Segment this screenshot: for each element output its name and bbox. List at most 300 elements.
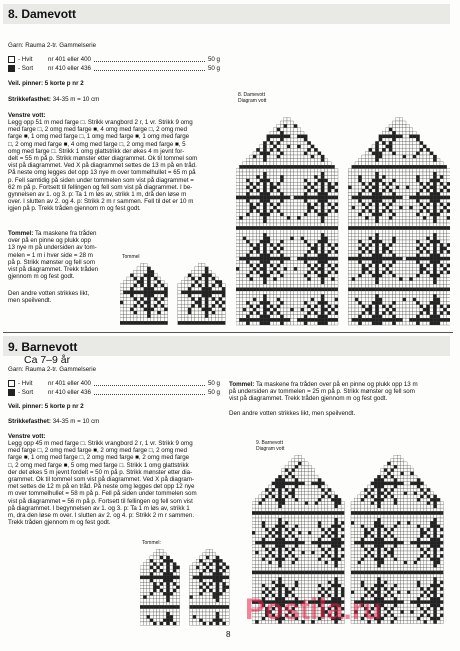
chart-cell (355, 237, 358, 240)
chart-cell (277, 294, 280, 297)
chart-cell (277, 250, 280, 253)
chart-cell (318, 182, 321, 185)
chart-cell (262, 535, 265, 538)
chart-cell (278, 581, 281, 584)
chart-cell (144, 280, 147, 283)
chart-cell (188, 297, 191, 300)
chart-cell (295, 505, 298, 508)
chart-cell (290, 237, 293, 240)
chart-cell (396, 322, 399, 325)
chart-cell (328, 230, 331, 233)
chart-cell (301, 189, 304, 192)
chart-cell (413, 254, 416, 257)
chart-cell (328, 277, 331, 280)
chart-cell (416, 141, 419, 144)
chart-cell (375, 186, 378, 189)
chart-cell (413, 148, 416, 151)
chart-cell (294, 209, 297, 212)
chart-cell (267, 169, 270, 172)
chart-cell (284, 267, 287, 270)
chart-cell (396, 138, 399, 141)
chart-cell (358, 257, 361, 260)
chart-cell (215, 294, 218, 297)
chart-cell (272, 581, 275, 584)
chart-cell (328, 305, 331, 308)
chart-cell (352, 305, 355, 308)
chart-cell (430, 206, 433, 209)
chart-cell (321, 186, 324, 189)
chart-cell (430, 260, 433, 263)
chart-cell (311, 311, 314, 314)
section-9-andre-text: Den andre votten strikkes likt, men speilvendt. (229, 410, 356, 417)
chart-cell (331, 541, 334, 544)
chart-cell (181, 314, 184, 317)
chart-cell (396, 213, 399, 216)
chart-cell (282, 485, 285, 488)
chart-cell (284, 138, 287, 141)
chart-cell (392, 141, 395, 144)
chart-cell (315, 502, 318, 505)
chart-cell (409, 260, 412, 263)
chart-cell (375, 179, 378, 182)
chart-cell (267, 223, 270, 226)
chart-cell (290, 308, 293, 311)
chart-cell (396, 196, 399, 199)
chart-cell (355, 250, 358, 253)
chart-cell (294, 138, 297, 141)
chart-cell (341, 587, 344, 590)
chart-cell (305, 511, 308, 514)
chart-cell (391, 482, 394, 485)
chart-cell (307, 155, 310, 158)
chart-cell (185, 277, 188, 280)
chart-cell (305, 488, 308, 491)
chart-cell (443, 169, 446, 172)
chart-cell (420, 220, 423, 223)
chart-cell (331, 189, 334, 192)
chart-cell (246, 203, 249, 206)
chart-cell (262, 525, 265, 528)
chart-cell (305, 462, 308, 465)
chart-cell (161, 308, 164, 311)
chart-cell (386, 308, 389, 311)
chart-cell (328, 318, 331, 321)
chart-cell (386, 182, 389, 185)
chart-cell (311, 213, 314, 216)
chart-cell (389, 308, 392, 311)
chart-cell (270, 288, 273, 291)
chart-cell (277, 254, 280, 257)
chart-cell (315, 531, 318, 534)
chart-cell (369, 230, 372, 233)
chart-cell (301, 152, 304, 155)
chart-cell (416, 175, 419, 178)
chart-cell (362, 284, 365, 287)
chart-cell (265, 568, 268, 571)
chart-cell (314, 315, 317, 318)
chart-cell (328, 226, 331, 229)
chart-cell (375, 254, 378, 257)
chart-cell (321, 199, 324, 202)
chart-cell (423, 192, 426, 195)
chart-cell (243, 179, 246, 182)
chart-cell (130, 311, 133, 314)
chart-cell (288, 584, 291, 587)
chart-cell (308, 475, 311, 478)
chart-cell (394, 472, 397, 475)
chart-cell (305, 551, 308, 554)
chart-cell (253, 311, 256, 314)
chart-cell (246, 311, 249, 314)
chart-cell (440, 169, 443, 172)
chart-cell (292, 505, 295, 508)
chart-cell (318, 196, 321, 199)
chart-cell (290, 226, 293, 229)
chart-cell (338, 525, 341, 528)
chart-cell (440, 209, 443, 212)
chart-cell (236, 294, 239, 297)
chart-cell (256, 237, 259, 240)
chart-cell (331, 199, 334, 202)
chart-cell (294, 216, 297, 219)
chart-cell (369, 220, 372, 223)
chart-cell (269, 508, 272, 511)
chart-cell (406, 288, 409, 291)
chart-cell (386, 274, 389, 277)
chart-cell (413, 281, 416, 284)
chart-cell (394, 482, 397, 485)
chart-cell (127, 277, 130, 280)
white-swatch-icon (8, 56, 15, 63)
chart-cell (325, 587, 328, 590)
chart-cell (318, 568, 321, 571)
chart-cell (307, 213, 310, 216)
chart-cell (413, 260, 416, 263)
chart-cell (202, 301, 205, 304)
chart-cell (437, 179, 440, 182)
chart-cell (382, 318, 385, 321)
chart-cell (275, 554, 278, 557)
chart-cell (423, 145, 426, 148)
chart-cell (386, 145, 389, 148)
chart-cell (292, 488, 295, 491)
chart-cell (403, 267, 406, 270)
chart-cell (307, 223, 310, 226)
chart-cell (447, 315, 450, 318)
chart-cell (260, 206, 263, 209)
chart-cell (440, 260, 443, 263)
chart-cell (355, 196, 358, 199)
chart-cell (416, 281, 419, 284)
chart-cell (374, 485, 377, 488)
chart-cell (292, 548, 295, 551)
chart-cell (301, 138, 304, 141)
chart-cell (369, 192, 372, 195)
chart-cell (253, 162, 256, 165)
chart-cell (401, 469, 404, 472)
chart-cell (270, 291, 273, 294)
chart-cell (318, 518, 321, 521)
chart-cell (420, 305, 423, 308)
chart-cell (382, 179, 385, 182)
chart-cell (302, 531, 305, 534)
dot-leader (94, 381, 205, 386)
chart-cell (307, 216, 310, 219)
chart-cell (328, 254, 331, 257)
chart-cell (365, 305, 368, 308)
chart-cell (137, 270, 140, 273)
chart-cell (365, 274, 368, 277)
chart-cell (403, 213, 406, 216)
chart-cell (396, 271, 399, 274)
chart-cell (191, 314, 194, 317)
chart-cell (375, 213, 378, 216)
chart-cell (379, 145, 382, 148)
chart-cell (253, 301, 256, 304)
chart-cell (284, 182, 287, 185)
chart-cell (294, 213, 297, 216)
chart-cell (297, 172, 300, 175)
chart-cell (263, 230, 266, 233)
chart-cell (447, 298, 450, 301)
chart-cell (294, 267, 297, 270)
chart-cell (416, 196, 419, 199)
chart-cell (311, 291, 314, 294)
chart-cell (406, 131, 409, 134)
chart-cell (191, 308, 194, 311)
chart-cell (430, 301, 433, 304)
chart-cell (256, 271, 259, 274)
chart-cell (399, 121, 402, 124)
chart-cell (297, 308, 300, 311)
chart-cell (397, 485, 400, 488)
chart-cell (331, 498, 334, 501)
chart-cell (295, 485, 298, 488)
chart-cell (440, 315, 443, 318)
chart-cell (202, 263, 205, 266)
chart-cell (433, 169, 436, 172)
chart-cell (305, 528, 308, 531)
chart-cell (437, 281, 440, 284)
chart-cell (212, 318, 215, 321)
chart-cell (272, 571, 275, 574)
chart-cell (250, 271, 253, 274)
chart-cell (308, 502, 311, 505)
chart-cell (389, 271, 392, 274)
chart-cell (255, 574, 258, 577)
chart-cell (267, 294, 270, 297)
chart-cell (292, 568, 295, 571)
chart-cell (430, 186, 433, 189)
chart-cell (307, 260, 310, 263)
chart-cell (335, 508, 338, 511)
chart-cell (406, 203, 409, 206)
chart-cell (430, 216, 433, 219)
chart-cell (308, 587, 311, 590)
chart-cell (275, 505, 278, 508)
chart-cell (413, 271, 416, 274)
chart-cell (399, 175, 402, 178)
chart-cell (239, 311, 242, 314)
chart-cell (341, 528, 344, 531)
chart-cell (375, 158, 378, 161)
chart-cell (386, 322, 389, 325)
chart-cell (263, 315, 266, 318)
chart-cell (318, 294, 321, 297)
chart-cell (272, 488, 275, 491)
chart-cell (285, 482, 288, 485)
chart-cell (399, 257, 402, 260)
chart-cell (297, 145, 300, 148)
chart-cell (301, 308, 304, 311)
chart-cell (341, 558, 344, 561)
chart-cell (384, 485, 387, 488)
chart-cell (328, 574, 331, 577)
chart-cell (348, 237, 351, 240)
chart-cell (260, 216, 263, 219)
chart-cell (287, 260, 290, 263)
chart-cell (396, 240, 399, 243)
chart-cell (409, 162, 412, 165)
chart-cell (294, 243, 297, 246)
chart-cell (374, 488, 377, 491)
chart-cell (246, 237, 249, 240)
chart-cell (362, 322, 365, 325)
chart-cell (270, 315, 273, 318)
chart-cell (219, 321, 222, 324)
chart-cell (212, 321, 215, 324)
chart-cell (267, 311, 270, 314)
chart-cell (386, 267, 389, 270)
chart-cell (352, 223, 355, 226)
chart-cell (409, 301, 412, 304)
chart-cell (416, 220, 419, 223)
chart-cell (379, 186, 382, 189)
chart-cell (260, 240, 263, 243)
chart-cell (338, 508, 341, 511)
chart-cell (151, 284, 154, 287)
chart-cell (328, 488, 331, 491)
chart-cell (311, 254, 314, 257)
chart-cell (151, 318, 154, 321)
chart-cell (440, 281, 443, 284)
chart-cell (399, 199, 402, 202)
chart-cell (413, 152, 416, 155)
chart-cell (437, 322, 440, 325)
chart-cell (358, 220, 361, 223)
chart-cell (137, 277, 140, 280)
chart-cell (437, 315, 440, 318)
chart-cell (369, 264, 372, 267)
chart-cell (437, 264, 440, 267)
chart-cell (387, 482, 390, 485)
chart-cell (352, 233, 355, 236)
chart-cell (389, 322, 392, 325)
chart-cell (304, 284, 307, 287)
chart-cell (430, 196, 433, 199)
chart-cell (386, 196, 389, 199)
chart-cell (321, 577, 324, 580)
chart-cell (324, 216, 327, 219)
chart-cell (416, 148, 419, 151)
chart-cell (399, 192, 402, 195)
chart-cell (318, 548, 321, 551)
chart-cell (191, 287, 194, 290)
chart-cell (358, 179, 361, 182)
chart-cell (273, 131, 276, 134)
chart-cell (420, 162, 423, 165)
chart-cell (302, 568, 305, 571)
chart-cell (275, 531, 278, 534)
chart-cell (273, 216, 276, 219)
chart-cell (198, 311, 201, 314)
chart-cell (307, 305, 310, 308)
chart-cell (288, 581, 291, 584)
chart-cell (430, 294, 433, 297)
chart-cell (282, 568, 285, 571)
chart-cell (335, 179, 338, 182)
chart-cell (157, 301, 160, 304)
chart-cell (243, 165, 246, 168)
chart-cell (267, 216, 270, 219)
chart-cell (386, 131, 389, 134)
chart-cell (151, 301, 154, 304)
chart-cell (269, 498, 272, 501)
chart-cell (134, 311, 137, 314)
chart-cell (191, 294, 194, 297)
chart-cell (413, 243, 416, 246)
chart-cell (430, 305, 433, 308)
chart-cell (239, 230, 242, 233)
chart-cell (311, 554, 314, 557)
chart-cell (294, 169, 297, 172)
chart-cell (256, 216, 259, 219)
chart-cell (272, 508, 275, 511)
chart-cell (161, 301, 164, 304)
chart-cell (430, 209, 433, 212)
chart-cell (140, 318, 143, 321)
chart-cell (443, 165, 446, 168)
chart-cell (253, 186, 256, 189)
chart-cell (440, 213, 443, 216)
chart-cell (256, 308, 259, 311)
chart-cell (287, 233, 290, 236)
chart-cell (256, 148, 259, 151)
chart-cell (298, 462, 301, 465)
chart-cell (305, 469, 308, 472)
chart-cell (191, 311, 194, 314)
chart-cell (318, 301, 321, 304)
chart-cell (391, 478, 394, 481)
chart-cell (269, 515, 272, 518)
chart-cell (437, 216, 440, 219)
chart-cell (215, 297, 218, 300)
chart-cell (292, 462, 295, 465)
chart-cell (298, 581, 301, 584)
chart-cell (399, 128, 402, 131)
chart-cell (243, 294, 246, 297)
chart-cell (302, 472, 305, 475)
chart-cell (288, 521, 291, 524)
chart-cell (413, 186, 416, 189)
chart-cell (277, 318, 280, 321)
chart-cell (403, 250, 406, 253)
chart-cell (263, 288, 266, 291)
chart-cell (423, 203, 426, 206)
chart-cell (236, 220, 239, 223)
chart-cell (215, 314, 218, 317)
chart-cell (314, 182, 317, 185)
